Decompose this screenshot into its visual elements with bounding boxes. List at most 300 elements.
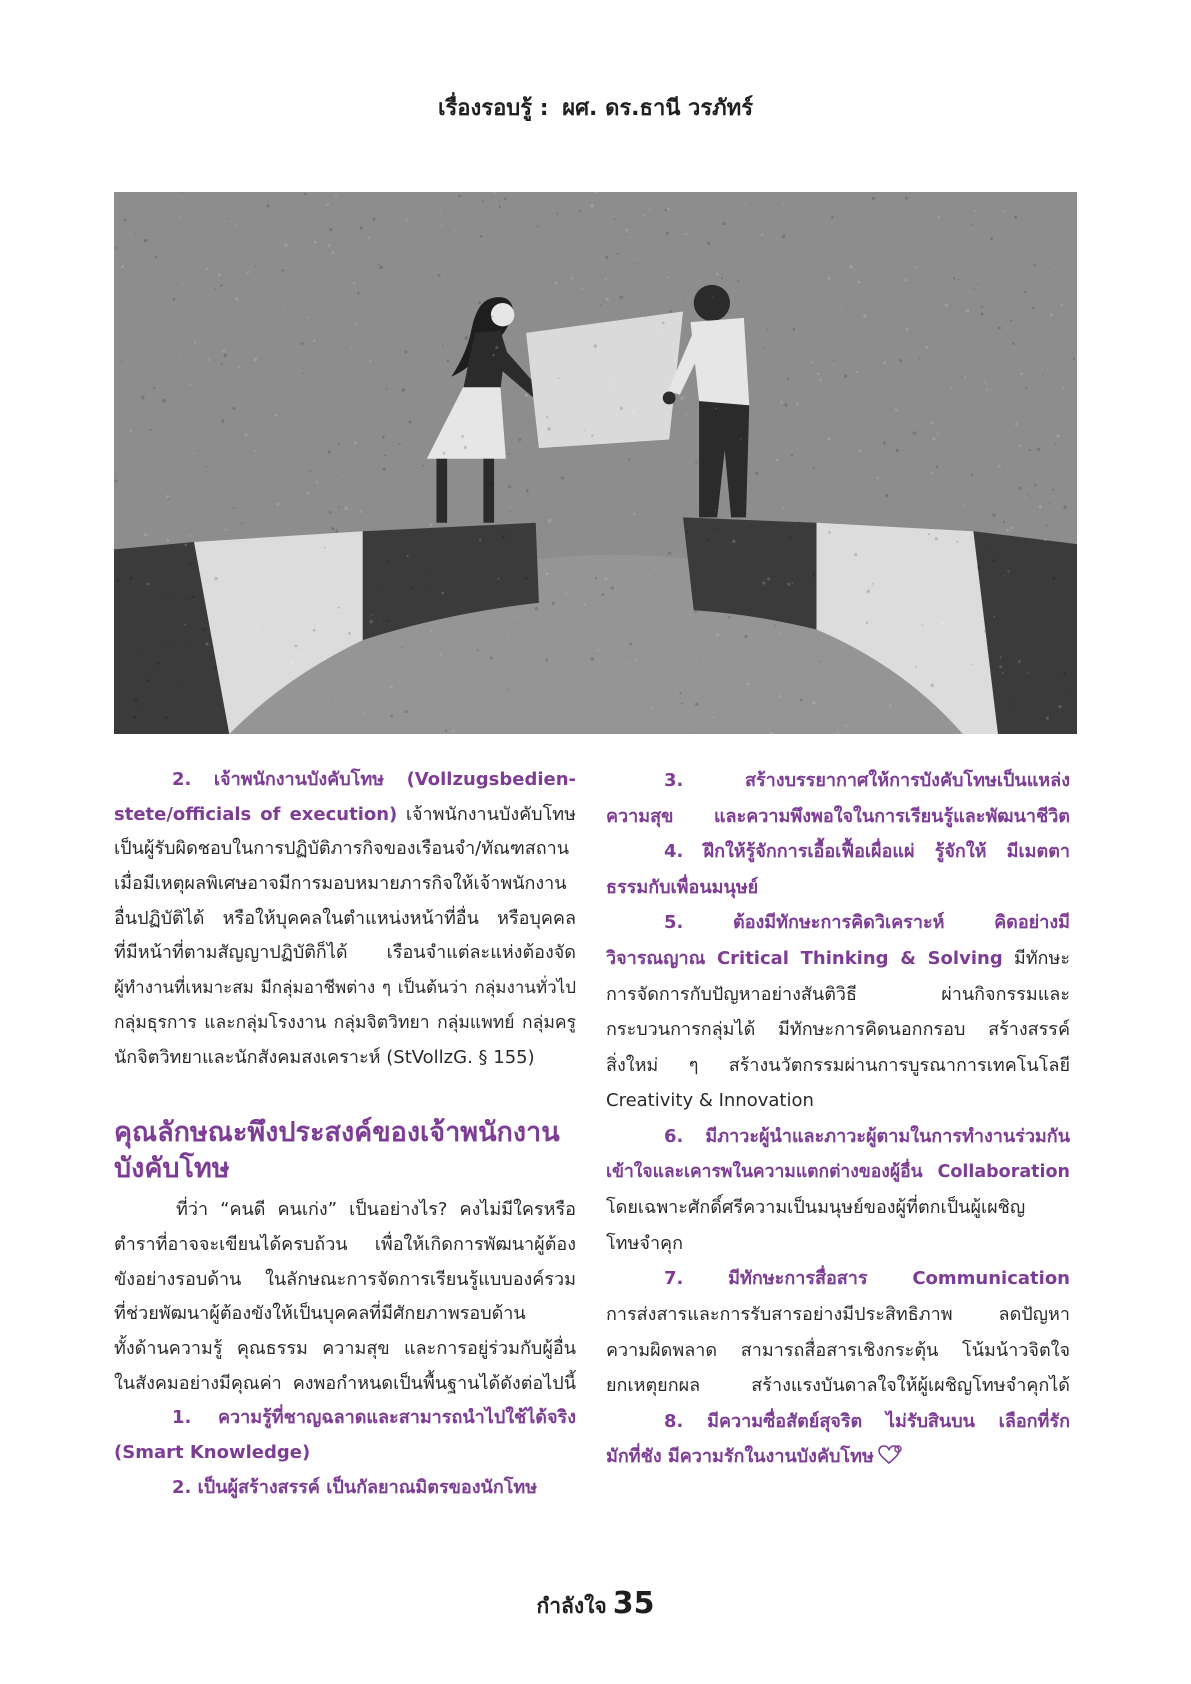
grain-speck xyxy=(635,658,637,660)
grain-speck xyxy=(905,197,908,200)
grain-speck xyxy=(690,732,691,733)
grain-speck xyxy=(184,624,186,626)
grain-speck xyxy=(746,683,749,686)
grain-speck xyxy=(629,505,630,506)
grain-speck xyxy=(590,204,594,208)
grain-speck xyxy=(390,686,393,689)
woman-leg-left xyxy=(436,459,447,523)
grain-speck xyxy=(1003,521,1005,523)
grain-speck xyxy=(681,702,683,704)
grain-speck xyxy=(668,552,671,555)
grain-speck xyxy=(546,416,548,418)
grain-speck xyxy=(605,278,607,280)
grain-speck xyxy=(177,283,178,284)
grain-speck xyxy=(179,683,181,685)
grain-speck xyxy=(232,407,235,410)
grain-speck xyxy=(744,635,747,638)
grain-speck xyxy=(425,519,426,520)
grain-speck xyxy=(150,429,152,431)
grain-speck xyxy=(845,725,847,727)
grain-speck xyxy=(212,568,214,570)
grain-speck xyxy=(314,241,317,244)
grain-speck xyxy=(645,317,646,318)
grain-speck xyxy=(614,218,616,220)
grain-speck xyxy=(508,485,511,488)
grain-speck xyxy=(930,684,934,688)
right-column xyxy=(606,763,1070,1475)
grain-speck xyxy=(517,623,519,625)
grain-speck xyxy=(344,507,348,511)
grain-speck xyxy=(721,277,723,279)
grain-speck xyxy=(218,273,221,276)
body-line: ทั้งด้านความรู้ คุณธรรม ความสุข และการอยู่ร่วมกับผู้อื่น xyxy=(114,1337,576,1359)
page-footer xyxy=(0,1586,1191,1623)
grain-speck xyxy=(192,595,195,598)
grain-speck xyxy=(225,266,226,267)
grain-speck xyxy=(566,510,567,511)
grain-speck xyxy=(153,387,155,389)
grain-speck xyxy=(189,562,192,565)
grain-speck xyxy=(935,537,938,540)
accent-text: 1. ความรู้ที่ชาญฉลาดและสามารถนำไปใช้ได้จริง xyxy=(172,1407,576,1429)
grain-speck xyxy=(284,244,287,247)
grain-speck xyxy=(509,511,511,513)
grain-speck xyxy=(313,629,316,632)
grain-speck xyxy=(953,277,955,279)
grain-speck xyxy=(461,435,464,438)
grain-speck xyxy=(1063,352,1064,353)
grain-speck xyxy=(491,315,494,318)
grain-speck xyxy=(989,548,991,550)
grain-speck xyxy=(1018,660,1021,663)
grain-speck xyxy=(206,268,208,270)
grain-speck xyxy=(1063,672,1066,675)
grain-speck xyxy=(649,209,651,211)
grain-speck xyxy=(285,503,287,505)
grain-speck xyxy=(605,298,608,301)
grain-speck xyxy=(526,489,529,492)
grain-speck xyxy=(130,429,133,432)
grain-speck xyxy=(570,277,573,280)
grain-speck xyxy=(439,448,440,449)
grain-speck xyxy=(356,323,358,325)
grain-speck xyxy=(379,620,380,621)
grain-speck xyxy=(662,322,665,325)
grain-speck xyxy=(276,503,279,506)
grain-speck xyxy=(261,707,262,708)
grain-speck xyxy=(386,620,389,623)
grain-speck xyxy=(899,359,902,362)
grain-speck xyxy=(1000,656,1002,658)
grain-speck xyxy=(234,224,236,226)
grain-speck xyxy=(348,632,351,635)
grain-speck xyxy=(1037,448,1040,451)
woman-face xyxy=(491,303,514,326)
grain-speck xyxy=(447,360,449,362)
grain-speck xyxy=(189,383,191,385)
grain-speck xyxy=(957,301,958,302)
grain-speck xyxy=(143,706,145,708)
grain-speck xyxy=(322,657,325,660)
grain-speck xyxy=(792,328,795,331)
grain-speck xyxy=(620,407,623,410)
grain-speck xyxy=(964,504,966,506)
grain-speck xyxy=(787,583,790,586)
grain-speck xyxy=(708,313,709,314)
grain-speck xyxy=(1073,357,1075,359)
grain-speck xyxy=(863,315,866,318)
grain-speck xyxy=(358,584,360,586)
grain-speck xyxy=(431,380,432,381)
grain-speck xyxy=(310,644,312,646)
grain-speck xyxy=(307,317,309,319)
grain-speck xyxy=(331,251,334,254)
grain-speck xyxy=(998,696,999,697)
grain-speck xyxy=(831,216,834,219)
grain-speck xyxy=(405,219,407,221)
section-heading xyxy=(114,1115,576,1187)
grain-speck xyxy=(468,669,469,670)
grain-speck xyxy=(1002,672,1004,674)
body-line: ความผิดพลาด สามารถสื่อสารเชิงกระตุ้น โน้มน้าวจิตใจ xyxy=(606,1339,1070,1361)
grain-speck xyxy=(933,437,936,440)
grain-speck xyxy=(136,651,138,653)
grain-speck xyxy=(950,388,952,390)
grain-speck xyxy=(628,458,630,460)
accent-text: 3. สร้างบรรยากาศให้การบังคับโทษเป็นแหล่ง xyxy=(664,770,1070,791)
grain-speck xyxy=(925,346,928,349)
body-line: โทษจำคุก xyxy=(606,1232,683,1254)
page-number: 35 xyxy=(612,1586,655,1621)
body-text: เจ้าพนักงานบังคับโทษ xyxy=(397,803,576,825)
grain-speck xyxy=(241,522,243,524)
grain-speck xyxy=(754,408,755,409)
grain-speck xyxy=(179,354,180,355)
grain-speck xyxy=(458,195,461,198)
grain-speck xyxy=(625,229,628,232)
grain-speck xyxy=(728,312,729,313)
grain-speck xyxy=(335,530,338,533)
grain-speck xyxy=(674,359,676,361)
grain-speck xyxy=(984,631,986,633)
accent-text: 5. ต้องมีทักษะการคิดวิเคราะห์ คิดอย่างมี xyxy=(664,912,1070,934)
list-item xyxy=(606,1261,1070,1297)
grain-speck xyxy=(357,292,360,295)
grain-speck xyxy=(411,586,414,589)
grain-speck xyxy=(146,679,149,682)
accent-text: 7. มีทักษะการสื่อสาร Communication xyxy=(664,1268,1070,1290)
grain-speck xyxy=(1010,526,1013,529)
paragraph-officials xyxy=(114,763,576,1075)
page-header xyxy=(0,90,1191,125)
grain-speck xyxy=(547,427,551,431)
grain-speck xyxy=(966,309,969,312)
grain-speck xyxy=(915,666,917,668)
grain-speck xyxy=(593,690,594,691)
grain-speck xyxy=(695,702,698,705)
grain-speck xyxy=(114,479,117,482)
grain-speck xyxy=(380,590,381,591)
grain-speck xyxy=(581,288,583,290)
grain-speck xyxy=(124,218,127,221)
grain-speck xyxy=(382,436,385,439)
grain-speck xyxy=(681,544,682,545)
grain-speck xyxy=(1056,434,1059,437)
grain-speck xyxy=(889,704,891,706)
grain-speck xyxy=(144,239,147,242)
body-line xyxy=(114,798,576,833)
list-item xyxy=(114,1401,576,1436)
grain-speck xyxy=(338,607,340,609)
grain-speck xyxy=(221,419,224,422)
grain-speck xyxy=(780,401,782,403)
grain-speck xyxy=(876,477,878,479)
grain-speck xyxy=(895,409,898,412)
grain-speck xyxy=(737,280,739,282)
grain-speck xyxy=(792,582,794,584)
grain-speck xyxy=(166,539,169,542)
grain-speck xyxy=(936,465,939,468)
body-line: ที่ช่วยพัฒนาผู้ต้องขังให้เป็นบุคคลที่มีศักยภาพรอบด้าน xyxy=(114,1303,526,1325)
grain-speck xyxy=(612,380,614,382)
grain-speck xyxy=(800,698,803,701)
grain-speck xyxy=(477,649,479,651)
grain-speck xyxy=(630,237,632,239)
grain-speck xyxy=(404,350,407,353)
grain-speck xyxy=(281,522,283,524)
accent-text: 8. มีความซื่อสัตย์สุจริต ไม่รับสินบน เลือกที่รัก xyxy=(664,1410,1070,1432)
grain-speck xyxy=(162,399,166,403)
grain-speck xyxy=(371,614,373,616)
grain-speck xyxy=(1052,577,1056,580)
grain-speck xyxy=(716,633,719,636)
grain-speck xyxy=(295,644,298,647)
grain-speck xyxy=(188,598,190,600)
grain-speck xyxy=(629,643,632,646)
grain-speck xyxy=(610,286,611,287)
grain-speck xyxy=(981,306,983,308)
grain-speck xyxy=(498,205,501,208)
grain-speck xyxy=(819,661,821,663)
grain-speck xyxy=(173,298,176,301)
grain-speck xyxy=(986,388,988,390)
grain-speck xyxy=(141,396,145,400)
grain-speck xyxy=(525,394,529,398)
list-item-continuation xyxy=(606,1155,1070,1191)
grain-speck xyxy=(636,263,638,265)
grain-speck xyxy=(364,712,366,714)
grain-speck xyxy=(916,719,917,720)
grain-speck xyxy=(842,685,843,686)
grain-speck xyxy=(257,425,259,427)
grain-speck xyxy=(999,665,1002,668)
grain-speck xyxy=(186,641,188,643)
grain-speck xyxy=(701,510,702,511)
grain-speck xyxy=(121,361,122,362)
grain-speck xyxy=(1063,506,1066,509)
magazine-name: กำลังใจ xyxy=(536,1594,607,1618)
grain-speck xyxy=(591,434,593,436)
grain-speck xyxy=(1019,445,1022,448)
grain-speck xyxy=(685,413,687,415)
body-line: ที่มีหน้าที่ตามสัญญาปฏิบัติก็ได้ เรือนจำแต่ละแห่งต้องจัด xyxy=(114,942,576,964)
grain-speck xyxy=(493,192,495,194)
grain-speck xyxy=(233,506,235,508)
list-item-continuation xyxy=(606,799,1070,835)
grain-speck xyxy=(1046,717,1049,720)
grain-speck xyxy=(1018,487,1021,490)
grain-speck xyxy=(669,310,672,313)
grain-speck xyxy=(464,336,468,340)
grain-speck xyxy=(695,461,697,463)
grain-speck xyxy=(866,621,868,623)
grain-speck xyxy=(922,625,924,627)
accent-text: 6. มีภาวะผู้นำและภาวะผู้ตามในการทำงานร่วมกัน xyxy=(664,1125,1070,1147)
grain-speck xyxy=(605,256,608,259)
grain-speck xyxy=(205,466,207,468)
grain-speck xyxy=(1024,291,1026,293)
grain-speck xyxy=(442,345,444,347)
grain-speck xyxy=(452,730,454,732)
grain-speck xyxy=(135,232,137,234)
grain-speck xyxy=(978,283,979,284)
paragraph-intro xyxy=(114,1193,576,1505)
grain-speck xyxy=(332,700,333,701)
grain-speck xyxy=(972,289,974,291)
grain-speck xyxy=(756,708,757,709)
grain-speck xyxy=(605,577,608,580)
grain-speck xyxy=(161,409,162,410)
grain-speck xyxy=(712,295,713,296)
grain-speck xyxy=(1049,503,1050,504)
grain-speck xyxy=(761,233,764,236)
grain-speck xyxy=(324,547,326,549)
grain-speck xyxy=(686,638,687,639)
grain-speck xyxy=(1023,457,1024,458)
list-item xyxy=(114,1471,576,1506)
grain-speck xyxy=(938,538,940,540)
grain-speck xyxy=(1004,575,1005,576)
grain-speck xyxy=(782,235,786,239)
grain-speck xyxy=(1034,484,1037,487)
grain-speck xyxy=(575,209,577,211)
grain-speck xyxy=(518,438,521,441)
grain-speck xyxy=(189,535,191,537)
grain-speck xyxy=(958,706,960,708)
grain-speck xyxy=(372,218,375,221)
grain-speck xyxy=(763,579,764,580)
grain-speck xyxy=(535,607,539,611)
grain-speck xyxy=(256,625,259,628)
body-line: ในสังคมอย่างมีคุณค่า คงพอกำหนดเป็นพื้นฐานได้ดังต่อไปนี้ xyxy=(114,1372,576,1394)
grain-speck xyxy=(598,649,600,651)
grain-speck xyxy=(282,269,284,271)
grain-speck xyxy=(453,241,454,242)
grain-speck xyxy=(205,642,209,645)
grain-speck xyxy=(1013,708,1014,709)
grain-speck xyxy=(545,659,548,662)
grain-speck xyxy=(755,472,758,475)
grain-speck xyxy=(651,707,653,709)
grain-speck xyxy=(977,566,980,569)
grain-speck xyxy=(959,719,961,721)
grain-speck xyxy=(440,210,442,212)
grain-speck xyxy=(326,203,329,206)
grain-speck xyxy=(783,203,785,205)
grain-speck xyxy=(827,633,829,635)
grain-speck xyxy=(958,279,960,281)
grain-speck xyxy=(776,459,779,462)
grain-speck xyxy=(271,471,272,472)
grain-speck xyxy=(360,226,363,229)
grain-speck xyxy=(237,366,239,368)
grain-speck xyxy=(883,361,886,364)
grain-speck xyxy=(553,649,554,650)
grain-speck xyxy=(548,519,552,523)
grain-speck xyxy=(224,354,228,358)
grain-speck xyxy=(913,431,916,434)
grain-speck xyxy=(184,543,187,546)
grain-speck xyxy=(695,610,697,612)
grain-speck xyxy=(329,228,332,231)
grain-speck xyxy=(405,710,408,713)
grain-speck xyxy=(789,536,792,539)
grain-speck xyxy=(390,714,393,717)
list-item xyxy=(606,1404,1070,1440)
accent-text: มักที่ชัง มีความรักในงานบังคับโทษ xyxy=(606,1446,874,1468)
grain-speck xyxy=(715,408,717,410)
grain-speck xyxy=(283,306,285,308)
grain-speck xyxy=(330,599,332,601)
grain-speck xyxy=(1052,489,1054,491)
grain-speck xyxy=(896,314,897,315)
body-line: เมื่อมีเหตุผลพิเศษอาจมีการมอบหมายภารกิจให้เจ้าพนักงาน xyxy=(114,873,567,895)
grain-speck xyxy=(930,421,933,424)
grain-speck xyxy=(497,578,499,580)
grain-speck xyxy=(454,230,456,232)
body-line: การจัดการกับปัญหาอย่างสันติวิธี ผ่านกิจกรรมและ xyxy=(606,983,1070,1005)
grain-speck xyxy=(116,579,119,582)
grain-speck xyxy=(998,326,1001,329)
body-line: โดยเฉพาะศักดิ์ศรีความเป็นมนุษย์ของผู้ที่ตกเป็นผู้เผชิญ xyxy=(606,1197,1026,1219)
grain-speck xyxy=(565,593,567,595)
grain-speck xyxy=(410,203,411,204)
grain-speck xyxy=(423,210,424,211)
grain-speck xyxy=(504,198,507,201)
grain-speck xyxy=(166,495,169,498)
grain-speck xyxy=(359,511,361,513)
accent-text: 2. เป็นผู้สร้างสรรค์ เป็นกัลยาณมิตรของนักโทษ xyxy=(172,1476,538,1498)
grain-speck xyxy=(301,342,304,345)
grain-speck xyxy=(796,403,798,405)
grain-speck xyxy=(906,328,909,331)
grain-speck xyxy=(849,265,852,268)
grain-speck xyxy=(379,266,383,270)
grain-speck xyxy=(253,479,254,480)
grain-speck xyxy=(340,329,341,330)
grain-speck xyxy=(309,470,311,472)
grain-speck xyxy=(464,446,467,449)
grain-speck xyxy=(236,297,239,300)
grain-speck xyxy=(686,531,689,534)
grain-speck xyxy=(208,359,210,361)
grain-speck xyxy=(1020,372,1023,375)
accent-text: (Smart Knowledge) xyxy=(114,1442,311,1463)
grain-speck xyxy=(351,348,353,350)
grain-speck xyxy=(346,231,348,233)
grain-speck xyxy=(115,247,117,249)
grain-speck xyxy=(700,661,701,662)
